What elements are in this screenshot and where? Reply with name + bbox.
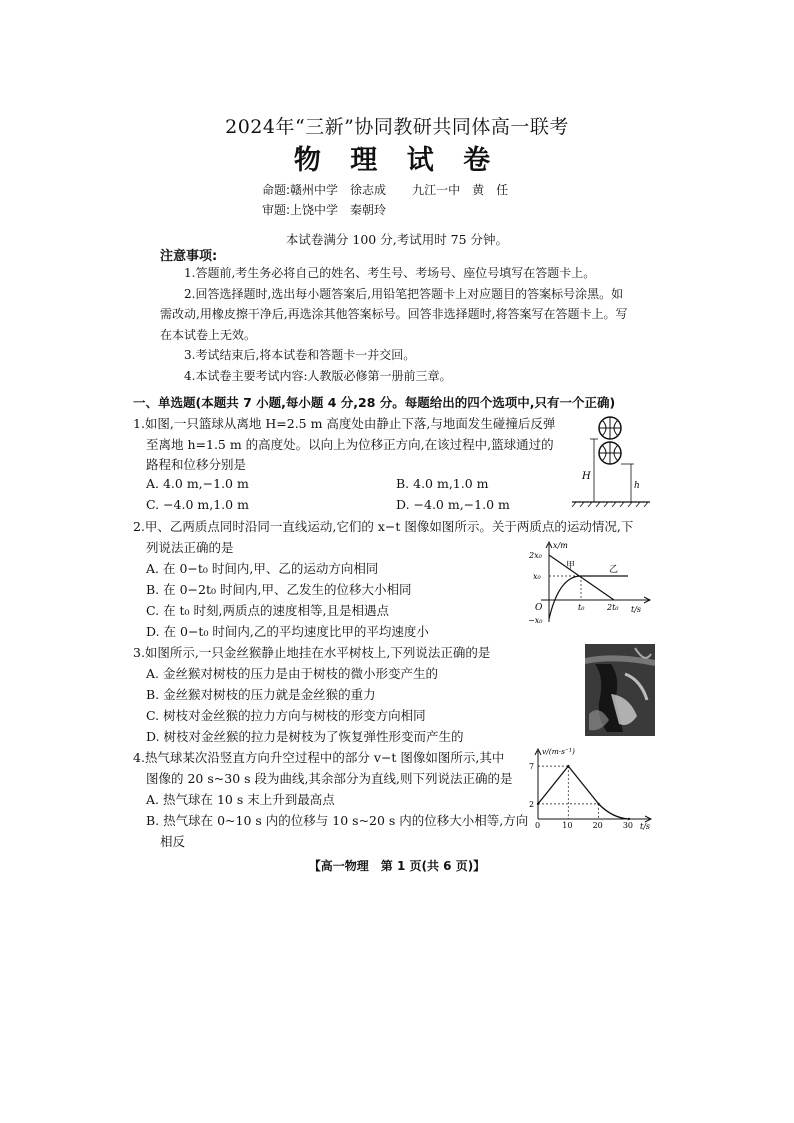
option-c: C. 在 t₀ 时刻,两质点的速度相等,且是相遇点 xyxy=(146,603,389,618)
height-label-H: H xyxy=(582,471,591,482)
data-point xyxy=(567,765,569,767)
option-d: D. 树枝对金丝猴的拉力是树枝为了恢复弹性形变而产生的 xyxy=(146,729,464,744)
segment-0-10s xyxy=(538,766,568,804)
notice-item: 4.本试卷主要考试内容:人教版必修第一册前三章。 xyxy=(184,368,452,383)
question-4 xyxy=(133,748,533,789)
data-point xyxy=(597,803,599,805)
notice-item: 1.答题前,考生务必将自己的姓名、考生号、考场号、座位号填写在答题卡上。 xyxy=(184,266,596,280)
option-b: B. 4.0 m,1.0 m xyxy=(396,476,489,491)
option-a: A. 4.0 m,−1.0 m xyxy=(146,476,249,491)
notice-list xyxy=(160,263,630,386)
reviewer-label: 审题: xyxy=(262,203,291,217)
section-heading: 一、单选题(本题共 7 小题,每小题 4 分,28 分。每题给出的四个选项中,只有一个正确) xyxy=(133,395,616,410)
page-footer: 【高一物理 第 1 页(共 6 页)】 xyxy=(308,859,486,873)
xt-graph xyxy=(525,538,655,630)
subject-title: 物 理 试 卷 xyxy=(293,145,501,176)
proposer-label: 命题: xyxy=(262,183,291,197)
option-a: A. 金丝猴对树枝的压力是由于树枝的微小形变产生的 xyxy=(146,666,438,681)
option-b: B. 在 0−2t₀ 时间内,甲、乙发生的位移大小相同 xyxy=(146,582,412,597)
label-yi: 乙 xyxy=(609,565,619,575)
origin-label: O xyxy=(535,603,543,613)
proposer-1: 赣州中学 徐志成 xyxy=(290,183,387,197)
notice-title: 注意事项: xyxy=(160,249,218,264)
y-tick-x0: x₀ xyxy=(533,572,541,581)
proposer-2: 九江一中 黄 任 xyxy=(412,183,509,197)
x-axis-label: t/s xyxy=(640,822,651,831)
vt-graph xyxy=(520,745,660,831)
y-tick-2x0: 2x₀ xyxy=(529,551,542,560)
score-time-note: 本试卷满分 100 分,考试用时 75 分钟。 xyxy=(285,232,509,247)
option-b-continued: 相反 xyxy=(160,834,186,849)
label-jia: 甲 xyxy=(566,561,576,571)
y-axis-label: x/m xyxy=(553,541,568,550)
question-line: 至离地 h=1.5 m 的高度处。以向上为位移正方向,在该过程中,篮球通过的 xyxy=(146,436,554,452)
basketball-figure xyxy=(568,414,654,514)
data-point xyxy=(537,803,539,805)
option-a: A. 在 0−t₀ 时间内,甲、乙的运动方向相同 xyxy=(146,561,379,576)
x-tick-label: 0 xyxy=(535,821,541,830)
x-tick-2t0: 2t₀ xyxy=(607,603,619,612)
basketball-icon-bottom xyxy=(599,442,621,464)
x-tick-label: 10 xyxy=(562,821,573,830)
question-line: 3.如图所示,一只金丝猴静止地挂在水平树枝上,下列说法正确的是 xyxy=(133,645,491,660)
option-b: B. 热气球在 0~10 s 内的位移与 10 s~20 s 内的位移大小相等,方向 xyxy=(146,813,529,828)
option-b: B. 金丝猴对树枝的压力就是金丝猴的重力 xyxy=(146,687,376,702)
data-point xyxy=(628,818,630,820)
reviewer: 上饶中学 秦朝玲 xyxy=(290,203,387,217)
height-label-h: h xyxy=(634,481,640,491)
basketball-icon-top xyxy=(599,417,621,439)
authors-block xyxy=(262,180,508,220)
question-line: 路程和位移分别是 xyxy=(146,457,247,472)
y-tick-label: 2 xyxy=(529,799,535,809)
exam-title: 2024年“三新”协同教研共同体高一联考 xyxy=(225,116,569,138)
question-1 xyxy=(133,414,573,476)
golden-monkey-photo xyxy=(585,644,655,736)
y-axis-label: v/(m·s⁻¹) xyxy=(542,747,575,756)
option-c: C. −4.0 m,1.0 m xyxy=(146,497,249,512)
option-a: A. 热气球在 10 s 末上升到最高点 xyxy=(146,792,335,807)
notice-item: 3.考试结束后,将本试卷和答题卡一并交回。 xyxy=(184,348,416,362)
option-d: D. 在 0−t₀ 时间内,乙的平均速度比甲的平均速度小 xyxy=(146,624,429,639)
question-line: 列说法正确的是 xyxy=(146,539,234,555)
line-jia xyxy=(549,555,614,600)
y-tick-label: 7 xyxy=(529,762,535,772)
y-tick-neg-x0: −x₀ xyxy=(528,616,543,625)
question-line: 4.热气球某次沿竖直方向升空过程中的部分 v−t 图像如图所示,其中 xyxy=(133,750,505,765)
x-tick-t0: t₀ xyxy=(578,603,585,612)
question-line: 1.如图,一只篮球从离地 H=2.5 m 高度处由静止下落,与地面发生碰撞后反弹 xyxy=(133,416,556,431)
question-line: 图像的 20 s~30 s 段为曲线,其余部分为直线,则下列说法正确的是 xyxy=(146,770,513,786)
segment-10-20s xyxy=(568,766,598,804)
curve-20-30s xyxy=(599,804,629,819)
x-tick-label: 30 xyxy=(622,821,634,830)
question-line: 2.甲、乙两质点同时沿同一直线运动,它们的 x−t 图像如图所示。关于两质点的运动情况,下 xyxy=(133,519,634,534)
question-3 xyxy=(133,643,573,664)
x-tick-label: 20 xyxy=(592,821,603,830)
option-c: C. 树枝对金丝猴的拉力方向与树枝的形变方向相同 xyxy=(146,708,426,723)
notice-item: 2.回答选择题时,选出每小题答案后,用铅笔把答题卡上对应题目的答案标号涂黑。如需改动,用橡皮擦干净后,再选涂其他答案标号。回答非选择题时,将答案写在答题卡上。写在本试卷上无效。 xyxy=(160,286,628,342)
option-d: D. −4.0 m,−1.0 m xyxy=(396,497,510,512)
x-axis-label: t/s xyxy=(631,605,642,614)
